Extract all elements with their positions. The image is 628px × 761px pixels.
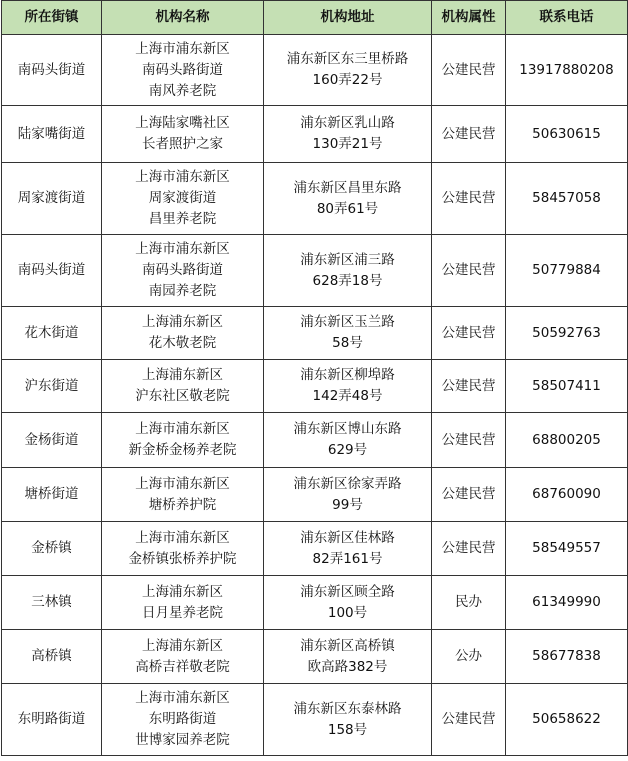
header-phone: 联系电话 — [506, 1, 628, 35]
table-row — [2, 307, 628, 360]
cell-address — [264, 235, 432, 307]
name-line: 南风养老院 — [148, 82, 217, 99]
name-line: 日月星养老院 — [142, 604, 223, 621]
table-row — [2, 35, 628, 106]
cell-type: 公建民营 — [432, 360, 506, 413]
cell-type: 公建民营 — [432, 35, 506, 106]
name-line: 上海市浦东新区 — [135, 40, 230, 57]
name-line: 东明路街道 — [148, 711, 217, 727]
address-line: 82弄161号 — [312, 550, 383, 567]
address-line: 浦东新区博山东路 — [293, 421, 402, 437]
address-line: 浦东新区东三里桥路 — [286, 51, 409, 67]
address-line: 浦东新区佳林路 — [300, 529, 395, 546]
cell-district: 周家渡街道 — [2, 163, 102, 235]
table-row — [2, 106, 628, 163]
name-line: 上海市浦东新区 — [135, 421, 230, 437]
cell-phone: 58507411 — [506, 360, 628, 413]
cell-phone: 50779884 — [506, 235, 628, 307]
cell-name — [102, 360, 264, 413]
name-line: 上海市浦东新区 — [135, 169, 230, 185]
address-line: 142弄48号 — [312, 388, 383, 404]
name-line: 南码头路街道 — [142, 262, 223, 278]
cell-name — [102, 106, 264, 163]
cell-phone: 13917880208 — [506, 35, 628, 106]
address-line: 158号 — [327, 721, 368, 738]
cell-district: 塘桥街道 — [2, 468, 102, 522]
table-row — [2, 360, 628, 413]
name-line: 上海市浦东新区 — [135, 475, 230, 492]
address-line: 629号 — [327, 442, 368, 458]
name-line: 上海市浦东新区 — [135, 241, 230, 257]
address-line: 欧高路382号 — [307, 658, 388, 675]
cell-phone: 50592763 — [506, 307, 628, 360]
name-line: 上海浦东新区 — [142, 637, 223, 654]
address-line: 浦东新区昌里东路 — [293, 179, 402, 196]
name-line: 南园养老院 — [148, 283, 217, 299]
name-line: 上海浦东新区 — [142, 367, 223, 383]
address-line: 58号 — [332, 335, 363, 351]
address-line: 628弄18号 — [312, 272, 383, 289]
cell-name — [102, 468, 264, 522]
cell-address — [264, 576, 432, 630]
table-row — [2, 630, 628, 684]
cell-district: 陆家嘴街道 — [2, 106, 102, 163]
table-header — [2, 1, 628, 35]
cell-type: 公建民营 — [432, 307, 506, 360]
address-line: 浦东新区玉兰路 — [300, 314, 395, 330]
address-line: 浦东新区浦三路 — [300, 251, 395, 268]
name-line: 新金桥金杨养老院 — [128, 442, 237, 458]
name-line: 世博家园养老院 — [135, 732, 230, 748]
cell-type: 公办 — [432, 630, 506, 684]
table-row — [2, 576, 628, 630]
elderly-care-institution-table — [1, 0, 628, 756]
cell-name — [102, 235, 264, 307]
name-line: 花木敬老院 — [148, 335, 217, 351]
cell-district: 高桥镇 — [2, 630, 102, 684]
cell-name — [102, 35, 264, 106]
cell-district: 南码头街道 — [2, 35, 102, 106]
cell-district: 花木街道 — [2, 307, 102, 360]
cell-address — [264, 307, 432, 360]
name-line: 高桥吉祥敬老院 — [135, 658, 230, 675]
cell-address — [264, 522, 432, 576]
cell-district: 三林镇 — [2, 576, 102, 630]
header-row — [2, 1, 628, 35]
cell-type: 公建民营 — [432, 106, 506, 163]
cell-type: 公建民营 — [432, 413, 506, 468]
cell-district: 金杨街道 — [2, 413, 102, 468]
cell-address — [264, 106, 432, 163]
address-line: 130弄21号 — [312, 136, 383, 152]
cell-address — [264, 468, 432, 522]
table-row — [2, 522, 628, 576]
cell-name — [102, 630, 264, 684]
table-row — [2, 163, 628, 235]
table-row — [2, 684, 628, 756]
address-line: 浦东新区徐家弄路 — [293, 475, 402, 492]
address-line: 浦东新区柳埠路 — [300, 367, 395, 383]
table-row — [2, 235, 628, 307]
cell-type: 民办 — [432, 576, 506, 630]
cell-address — [264, 163, 432, 235]
table-row — [2, 468, 628, 522]
cell-district: 金桥镇 — [2, 522, 102, 576]
cell-phone: 68760090 — [506, 468, 628, 522]
cell-type: 公建民营 — [432, 235, 506, 307]
cell-name — [102, 576, 264, 630]
cell-phone: 61349990 — [506, 576, 628, 630]
cell-name — [102, 163, 264, 235]
header-district: 所在街镇 — [2, 1, 102, 35]
header-type: 机构属性 — [432, 1, 506, 35]
cell-district: 东明路街道 — [2, 684, 102, 756]
cell-type: 公建民营 — [432, 684, 506, 756]
name-line: 上海市浦东新区 — [135, 529, 230, 546]
cell-phone: 58457058 — [506, 163, 628, 235]
address-line: 浦东新区东泰林路 — [293, 700, 402, 717]
cell-district: 沪东街道 — [2, 360, 102, 413]
address-line: 浦东新区高桥镇 — [300, 637, 395, 654]
address-line: 80弄61号 — [316, 200, 379, 217]
cell-phone: 58549557 — [506, 522, 628, 576]
cell-address — [264, 360, 432, 413]
header-address: 机构地址 — [264, 1, 432, 35]
cell-address — [264, 413, 432, 468]
cell-name — [102, 307, 264, 360]
table-body — [2, 35, 628, 756]
cell-name — [102, 522, 264, 576]
cell-phone: 58677838 — [506, 630, 628, 684]
name-line: 沪东社区敬老院 — [135, 388, 230, 404]
cell-type: 公建民营 — [432, 468, 506, 522]
cell-type: 公建民营 — [432, 163, 506, 235]
cell-district: 南码头街道 — [2, 235, 102, 307]
address-line: 浦东新区顾全路 — [300, 583, 395, 600]
cell-phone: 50630615 — [506, 106, 628, 163]
name-line: 长者照护之家 — [142, 136, 223, 152]
address-line: 100号 — [327, 604, 368, 621]
cell-name — [102, 684, 264, 756]
cell-address — [264, 630, 432, 684]
address-line: 99号 — [332, 496, 363, 513]
name-line: 周家渡街道 — [148, 190, 217, 206]
name-line: 上海浦东新区 — [142, 314, 223, 330]
name-line: 昌里养老院 — [148, 211, 217, 227]
cell-name — [102, 413, 264, 468]
name-line: 塘桥养护院 — [148, 496, 217, 513]
address-line: 160弄22号 — [312, 72, 383, 88]
name-line: 上海浦东新区 — [142, 583, 223, 600]
name-line: 上海陆家嘴社区 — [135, 115, 230, 131]
name-line: 南码头路街道 — [142, 61, 223, 78]
name-line: 上海市浦东新区 — [135, 690, 230, 706]
cell-address — [264, 684, 432, 756]
header-name: 机构名称 — [102, 1, 264, 35]
cell-address — [264, 35, 432, 106]
table-row — [2, 413, 628, 468]
cell-phone: 50658622 — [506, 684, 628, 756]
cell-type: 公建民营 — [432, 522, 506, 576]
address-line: 浦东新区乳山路 — [300, 115, 395, 131]
name-line: 金桥镇张桥养护院 — [128, 550, 237, 567]
cell-phone: 68800205 — [506, 413, 628, 468]
